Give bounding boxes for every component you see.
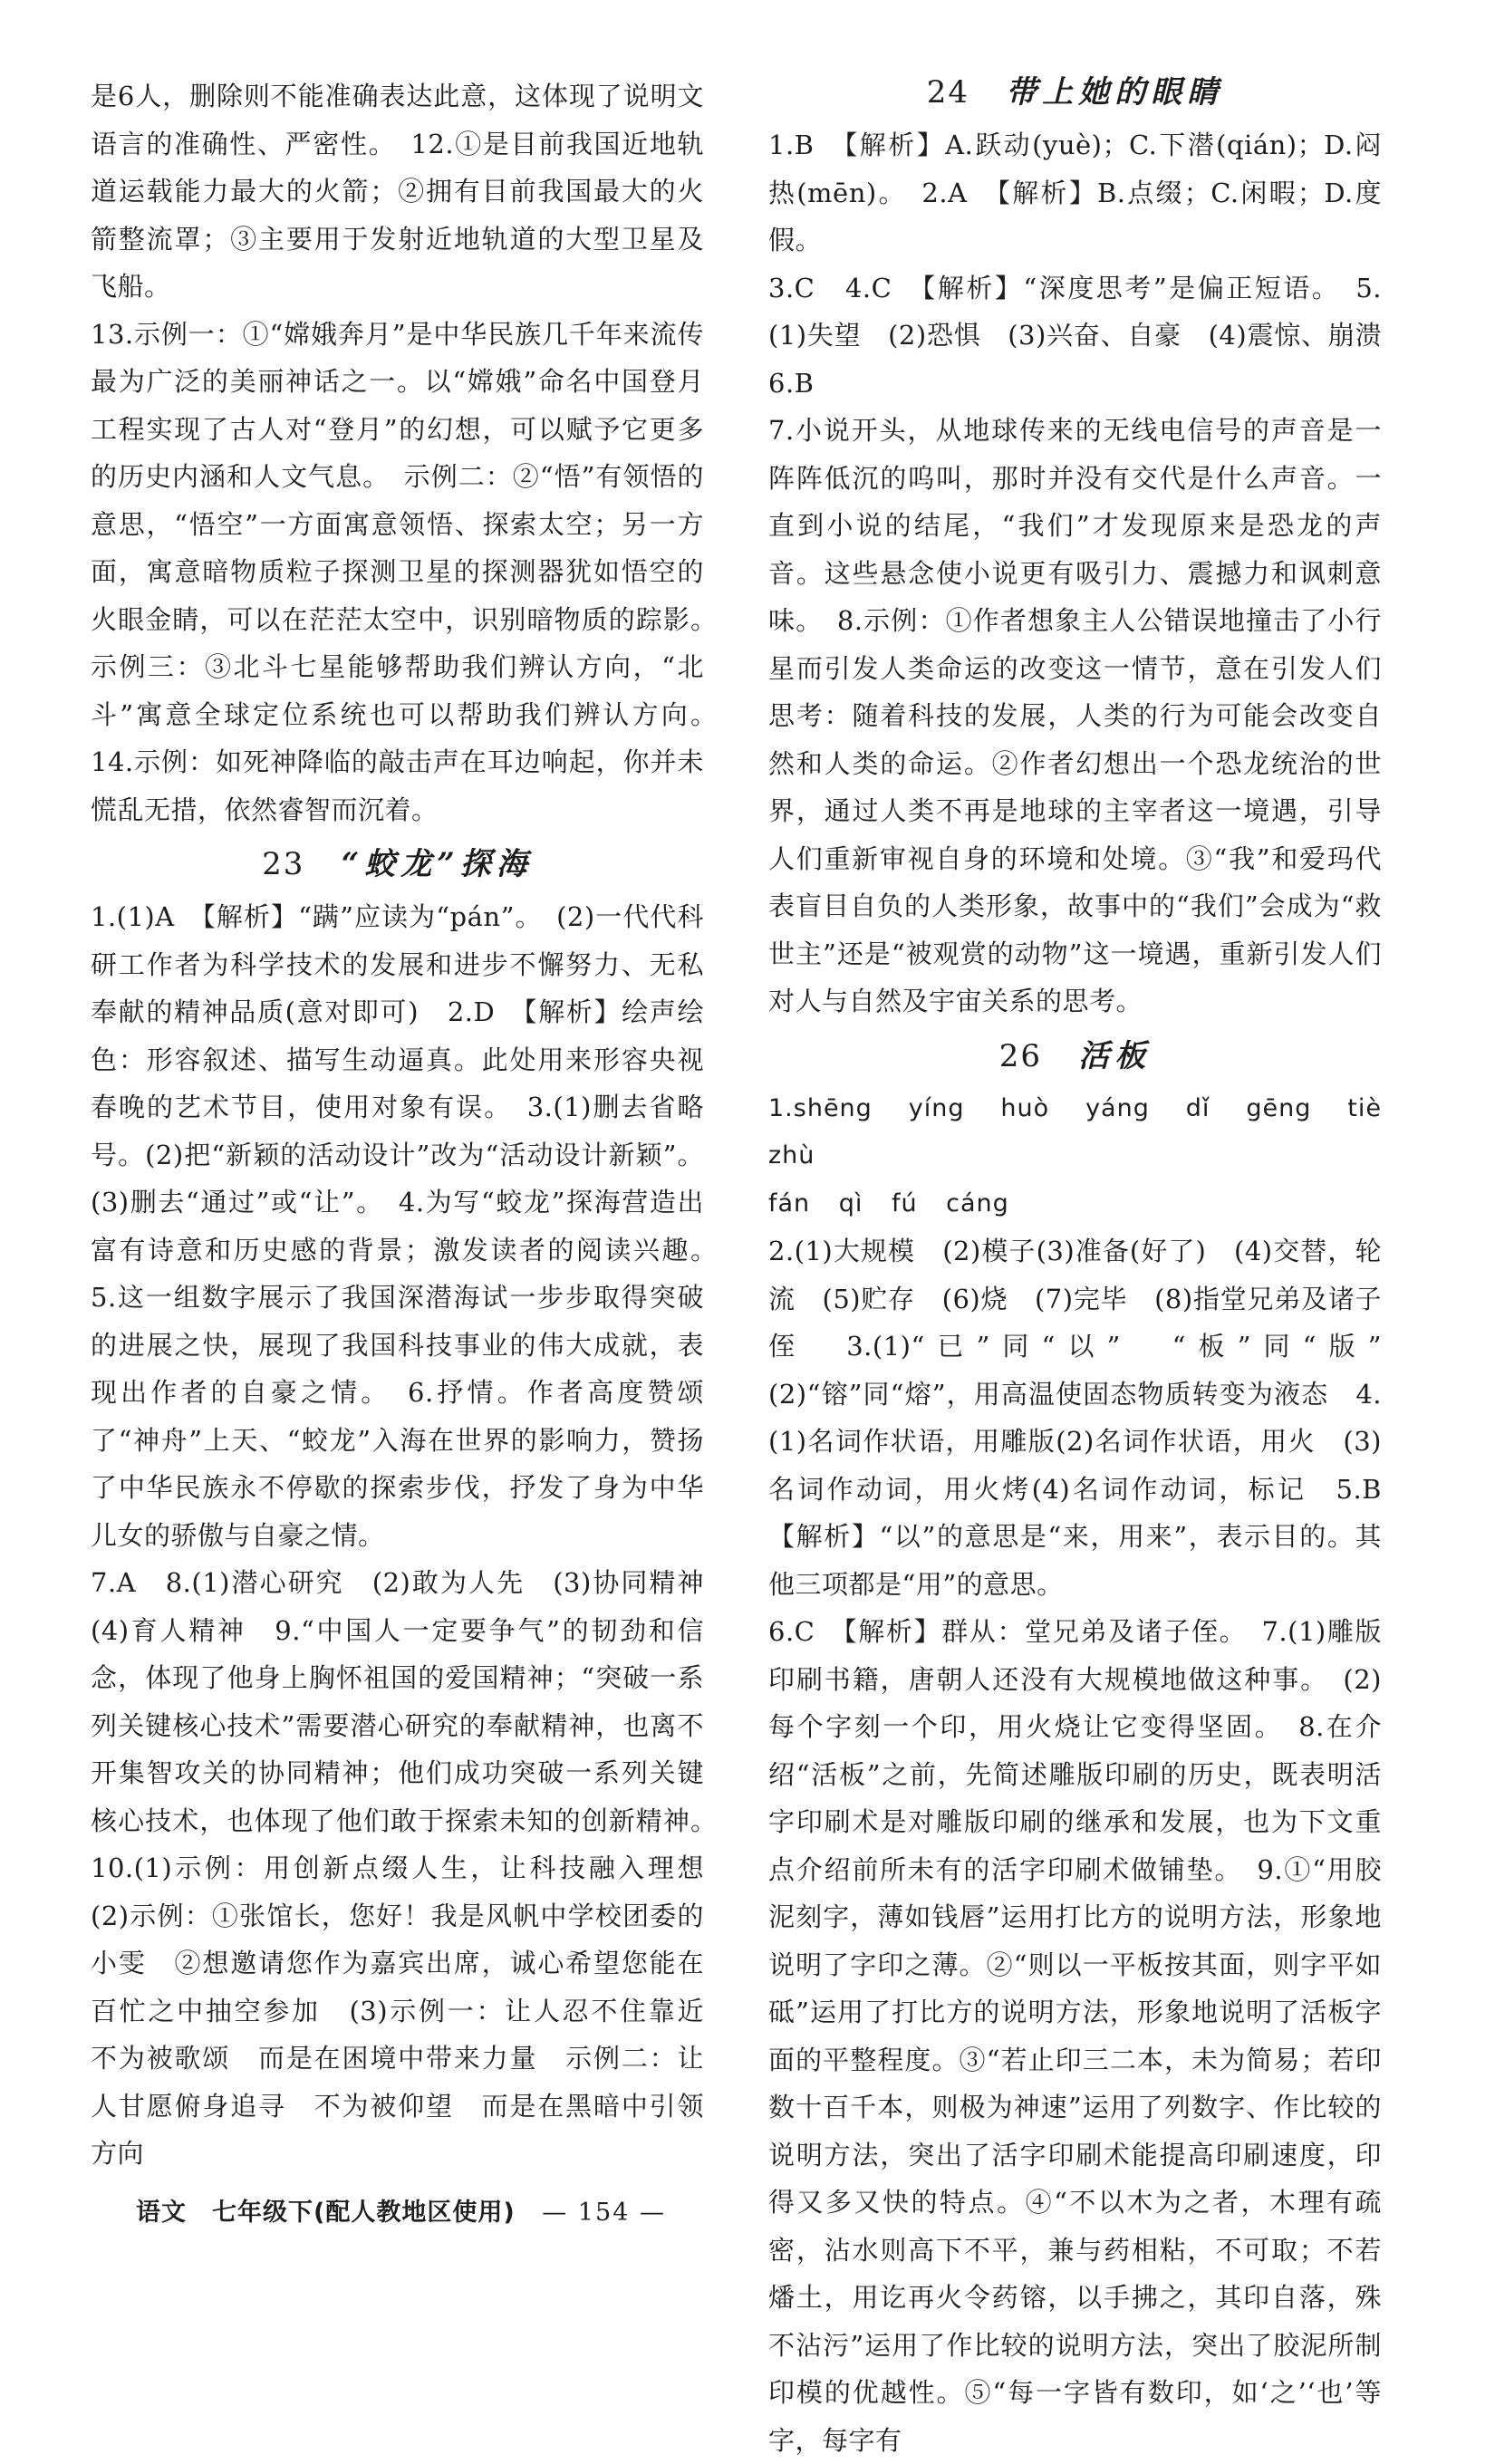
left-column bbox=[91, 72, 731, 2178]
answer-paragraph: 6.C 【解析】群从：堂兄弟及诸子侄。 7.(1)雕版印刷书籍，唐朝人还没有大规模地做这种事。 (2)每个字刻一个印，用火烧让它变得坚固。 8.在介绍“活板”之前，先简述雕版印刷的历史，既表明活字印刷术是对雕版印刷的继承和发展，也为下文重点介绍前所未有的活字印刷术做铺垫。 9.①“用胶泥刻字，薄如钱唇”运用打比方的说明方法，形象地说明了字印之薄。②“则以一平板按其面，则字平如砥”运用了打比方的说明方法，形象地说明了活板字面的平整程度。③“若止印三二本，未为简易；若印数十百千本，则极为神速”运用了列数字、作比较的说明方法，突出了活字印刷术能提高印刷速度，印得又多又快的特点。④“不以木为之者，木理有疏密，沾水则高下不平，兼与药相粘，不可取；不若燔土，用讫再火令药镕，以手拂之，其印自落，殊不沾污”运用了作比较的说明方法，突出了胶泥所制印模的优越性。⑤“每一字皆有数印，如‘之’‘也’等字，每字有 bbox=[768, 1616, 1382, 2456]
section-number: 26 bbox=[998, 1037, 1042, 1074]
answer-paragraph: 13.示例一：①“嫦娥奔月”是中华民族几千年来流传最为广泛的美丽神话之一。以“嫦娥”命名中国登月工程实现了古人对“登月”的幻想，可以赋予它更多的历史内涵和人文气息。 示例二：②“悟”有领悟的意思，“悟空”一方面寓意领悟、探索太空；另一方面，寓意暗物质粒子探测卫星的探测器犹如悟空的火眼金睛，可以在茫茫太空中，识别暗物质的踪影。 示例三：③北斗七星能够帮助我们辨认方向，“北斗”寓意全球定位系统也可以帮助我们辨认方向。 14.示例：如死神降临的敲击声在耳边响起，你并未慌乱无措，依然睿智而沉着。 bbox=[91, 318, 731, 825]
page-footer bbox=[136, 2192, 666, 2228]
page-number: — 154 — bbox=[542, 2199, 666, 2227]
right-column bbox=[768, 72, 1409, 2464]
section-title: “蛟龙”探海 bbox=[341, 846, 533, 882]
answer-paragraph: 是6人，删除则不能准确表达此意，这体现了说明文语言的准确性、严密性。 12.①是目前我国近地轨道运载能力最大的火箭；②拥有目前我国最大的火箭整流罩；③主要用于发射近地轨道的大型卫星及飞船。 bbox=[91, 81, 704, 302]
section-number: 23 bbox=[262, 846, 305, 882]
section-heading-24 bbox=[768, 69, 1382, 116]
section-number: 24 bbox=[926, 74, 969, 111]
pinyin-line: 1.shēng yíng huò yáng dǐ gēng tiè zhù bbox=[768, 1093, 1382, 1169]
answer-paragraph: 7.小说开头，从地球传来的无线电信号的声音是一阵阵低沉的呜叫，那时并没有交代是什么声音。一直到小说的结尾，“我们”才发现原来是恐龙的声音。这些悬念使小说更有吸引力、震撼力和讽刺意味。 8.示例：①作者想象主人公错误地撞击了小行星而引发人类命运的改变这一情节，意在引发人们思考：随着科技的发展，人类的行为可能会改变自然和人类的命运。②作者幻想出一个恐龙统治的世界，通过人类不再是地球的主宰者这一境遇，引导人们重新审视自身的环境和处境。③“我”和爱玛代表盲目自负的人类形象，故事中的“我们”会成为“救世主”还是“被观赏的动物”这一境遇，重新引发人们对人与自然及宇宙关系的思考。 bbox=[768, 415, 1382, 1016]
answer-paragraph: 2.(1)大规模 (2)模子(3)准备(好了) (4)交替，轮流 (5)贮存 (6)烧 (7)完毕 (8)指堂兄弟及诸子侄 3.(1)“已”同“以” “板”同“版” (2)“镕”同“熔”，用高温使固态物质转变为液态 4.(1)名词作状语，用雕版(2)名词作状语，用火 (3)名词作动词，用火烤(4)名词作动词，标记 5.B 【解析】“以”的意思是“来，用来”，表示目的。其他三项都是“用”的意思。 bbox=[768, 1236, 1409, 1600]
section-heading-23 bbox=[91, 841, 704, 888]
footer-subject: 语文 七年级下(配人教地区使用) bbox=[136, 2199, 516, 2227]
answer-paragraph: 1.B 【解析】A.跃动(yuè)；C.下潜(qián)；D.闷热(mēn)。 2.A 【解析】B.点缀；C.闲暇；D.度假。 bbox=[768, 130, 1382, 255]
answer-paragraph: 3.C 4.C 【解析】“深度思考”是偏正短语。 5.(1)失望 (2)恐惧 (3)兴奋、自豪 (4)震惊、崩溃 6.B bbox=[768, 272, 1409, 399]
answer-paragraph: 7.A 8.(1)潜心研究 (2)敢为人先 (3)协同精神(4)育人精神 9.“中国人一定要争气”的韧劲和信念，体现了他身上胸怀祖国的爱国精神；“突破一系列关键核心技术”需要潜心研究的奉献精神，也离不开集智攻关的协同精神；他们成功突破一系列关键核心技术，也体现了他们敢于探索未知的创新精神。 10.(1)示例：用创新点缀人生，让科技融入理想 (2)示例：①张馆长，您好！我是风帆中学校团委的小雯 ②想邀请您作为嘉宾出席，诚心希望您能在百忙之中抽空参加 (3)示例一：让人忍不住靠近 不为被歌颂 而是在困境中带来力量 示例二：让人甘愿俯身追寻 不为被仰望 而是在黑暗中引领方向 bbox=[91, 1567, 731, 2169]
section-heading-26 bbox=[768, 1033, 1382, 1080]
section-title: 带上她的眼睛 bbox=[1006, 74, 1224, 111]
section-title: 活板 bbox=[1078, 1037, 1152, 1074]
pinyin-line: fán qì fú cáng bbox=[768, 1189, 1009, 1218]
answer-paragraph: 1.(1)A 【解析】“蹒”应读为“pán”。 (2)一代代科研工作者为科学技术的发展和进步不懈努力、无私奉献的精神品质(意对即可) 2.D 【解析】绘声绘色：形容叙述、描写生动逼真。此处用来形容央视春晚的艺术节目，使用对象有误。 3.(1)删去省略号。(2)把“新颖的活动设计”改为“活动设计新颖”。(3)删去“通过”或“让”。 4.为写“蛟龙”探海营造出富有诗意和历史感的背景；激发读者的阅读兴趣。 5.这一组数字展示了我国深潜海试一步步取得突破的进展之快，展现了我国科技事业的伟大成就，表现出作者的自豪之情。 6.抒情。作者高度赞颂了“神舟”上天、“蛟龙”入海在世界的影响力，赞扬了中华民族永不停歇的探索步伐，抒发了身为中华儿女的骄傲与自豪之情。 bbox=[91, 901, 731, 1551]
